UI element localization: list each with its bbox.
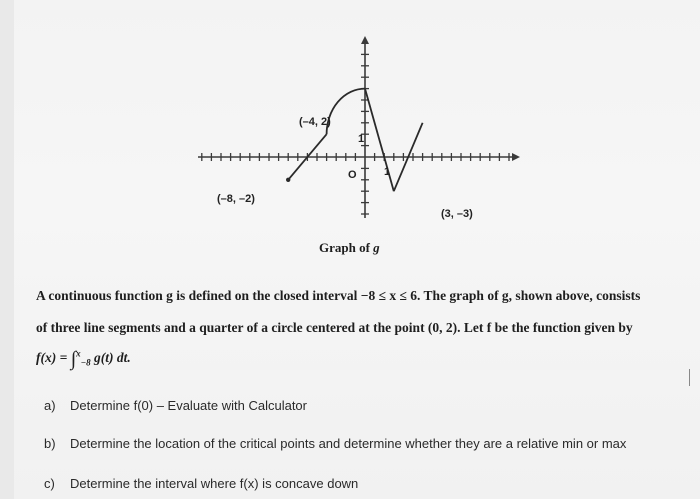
- x-axis-arrow-icon: [512, 153, 520, 161]
- y-tick-1-label: 1: [358, 133, 365, 145]
- worksheet-page: [14, 0, 700, 499]
- label-point-neg8-neg2: (–8, –2): [217, 193, 255, 205]
- origin-label: O: [348, 169, 357, 181]
- g-quarter-circle: [327, 89, 365, 135]
- graph-caption: Graph of g: [319, 240, 380, 255]
- question-a: a) Determine f(0) – Evaluate with Calculator: [44, 398, 307, 413]
- y-axis-arrow-icon: [361, 36, 369, 44]
- problem-text-line-1: A continuous function g is defined on the closed interval −8 ≤ x ≤ 6. The graph of g, shown above, consists: [36, 288, 641, 303]
- definition-formula: f(x) = ∫$^x_{-8}$ g(t) dt.: [36, 348, 131, 370]
- problem-text-line-2: of three line segments and a quarter of a circle centered at the point (0, 2). Let f be the function given by: [36, 320, 633, 335]
- graph-of-g: [14, 0, 700, 235]
- integral-sign-icon: ∫: [70, 348, 77, 370]
- x-tick-1-label: 1: [384, 166, 391, 178]
- question-c: c) Determine the interval where f(x) is concave down: [44, 476, 359, 491]
- label-point-neg4-2: (–4, 2): [299, 116, 331, 128]
- text-cursor: [689, 369, 690, 386]
- axes: [198, 36, 520, 218]
- label-point-3-neg3: (3, –3): [441, 208, 473, 220]
- question-b: b) Determine the location of the critical points and determine whether they are a relative min or max: [44, 436, 627, 451]
- endpoint-dot: [286, 178, 290, 182]
